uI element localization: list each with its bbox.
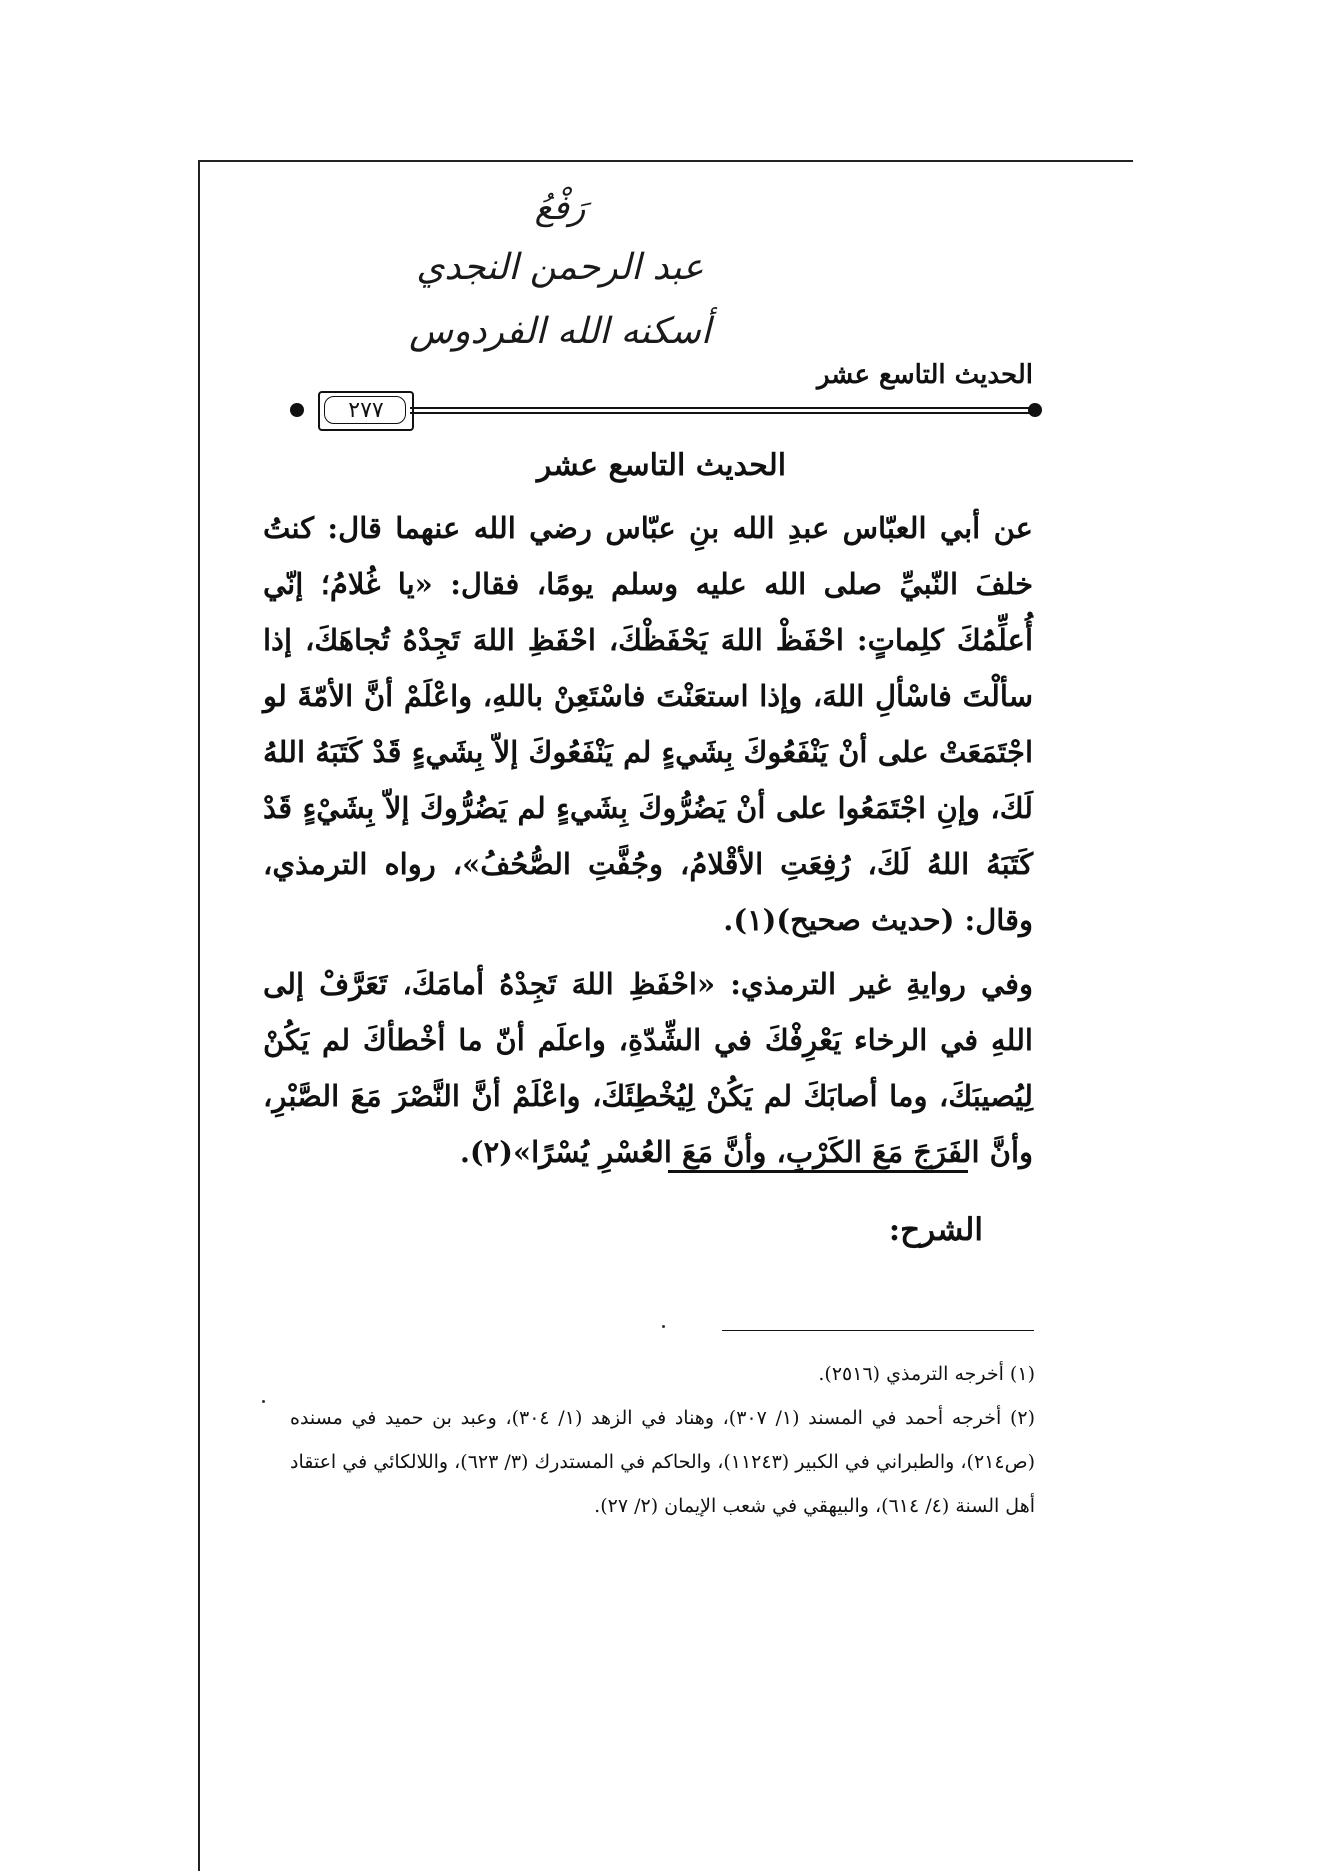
footnote-2: (٢) أخرجه أحمد في المسند (١/ ٣٠٧)، وهناد في الزهد (١/ ٣٠٤)، وعبد بن حميد في مسنده (ص٢١٤)، والطبراني في الكبير (١١٢٤٣)، والحاكم في المستدرك (٣/ ٦٢٣)، واللالكائي في اعتقاد أهل السنة (٤/ ٦١٤)، والبيهقي في شعب الإيمان (٢/ ٢٧). [290,1407,1035,1517]
footnotes [290,1352,1035,1528]
calligraphic-stamp [380,180,740,395]
footnote-1: (١) أخرجه الترمذي (٢٥١٦). [818,1363,1035,1385]
stamp-line-3: أسكنه الله الفردوس [409,311,711,352]
header-double-rule [410,407,1030,414]
sharh-heading: الشرح: [888,1212,983,1248]
scan-speck [662,1325,665,1328]
section-divider [668,1170,968,1173]
header-bullet-right [1028,403,1042,417]
page-number: ٢٧٧ [318,391,414,431]
header-bullet-left [290,403,304,417]
scan-border-top [198,160,1133,162]
stamp-line-1: رَفْعُ [534,188,586,228]
hadith-paragraph-1: عن أبي العبّاس عبدِ الله بنِ عبّاس رضي الله عنهما قال: كنتُ خلفَ النّبيِّ صلى الله عليه وسلم يومًا، فقال: «يا غُلامُ؛ إنّي أُعلِّمُكَ كلِماتٍ: احْفَظْ اللهَ يَحْفَظْكَ، احْفَظِ اللهَ تَجِدْهُ تُجاهَكَ، إذا سألْتَ فاسْألِ اللهَ، وإذا استعَنْتَ فاسْتَعِنْ باللهِ، واعْلَمْ أنَّ الأمّةَ لو اجْتَمَعَتْ على أنْ يَنْفَعُوكَ بِشَيءٍ لم يَنْفَعُوكَ إلاّ بِشَيءٍ قَدْ كَتَبَهُ اللهُ لَكَ، وإنِ اجْتَمَعُوا على أنْ يَضُرُّوكَ بِشَيءٍ لم يَضُرُّوكَ إلاّ بِشَيْءٍ قَدْ كَتَبَهُ اللهُ لَكَ، رُفِعَتِ الأقْلامُ، وجُفَّتِ الصُّحُفُ»، رواه الترمذي، وقال: (حديث صحيح)(١). [263,511,1033,937]
stamp-line-2: عبد الرحمن النجدي [416,247,704,288]
scan-border-left [198,160,200,1871]
hadith-body [263,500,1033,1180]
hadith-paragraph-2: وفي روايةِ غير الترمذي: «احْفَظِ اللهَ تَجِدْهُ أمامَكَ، تَعَرَّفْ إلى اللهِ في الرخاء يَعْرِفْكَ في الشِّدّةِ، واعلَم أنّ ما أخْطأكَ لم يَكُنْ لِيُصيبَكَ، وما أصابَكَ لم يَكُنْ لِيُخْطِئَكَ، واعْلَمْ أنَّ النَّصْرَ مَعَ الصَّبْرِ، وأنَّ الفَرَجَ مَعَ الكَرْبِ، وأنَّ مَعَ العُسْرِ يُسْرًا»(٢). [263,967,1033,1169]
scan-speck [262,1400,265,1403]
hadith-title: الحديث التاسع عشر [536,448,787,483]
footnote-separator [722,1330,1034,1331]
running-header-chapter: الحديث التاسع عشر [816,360,1033,390]
